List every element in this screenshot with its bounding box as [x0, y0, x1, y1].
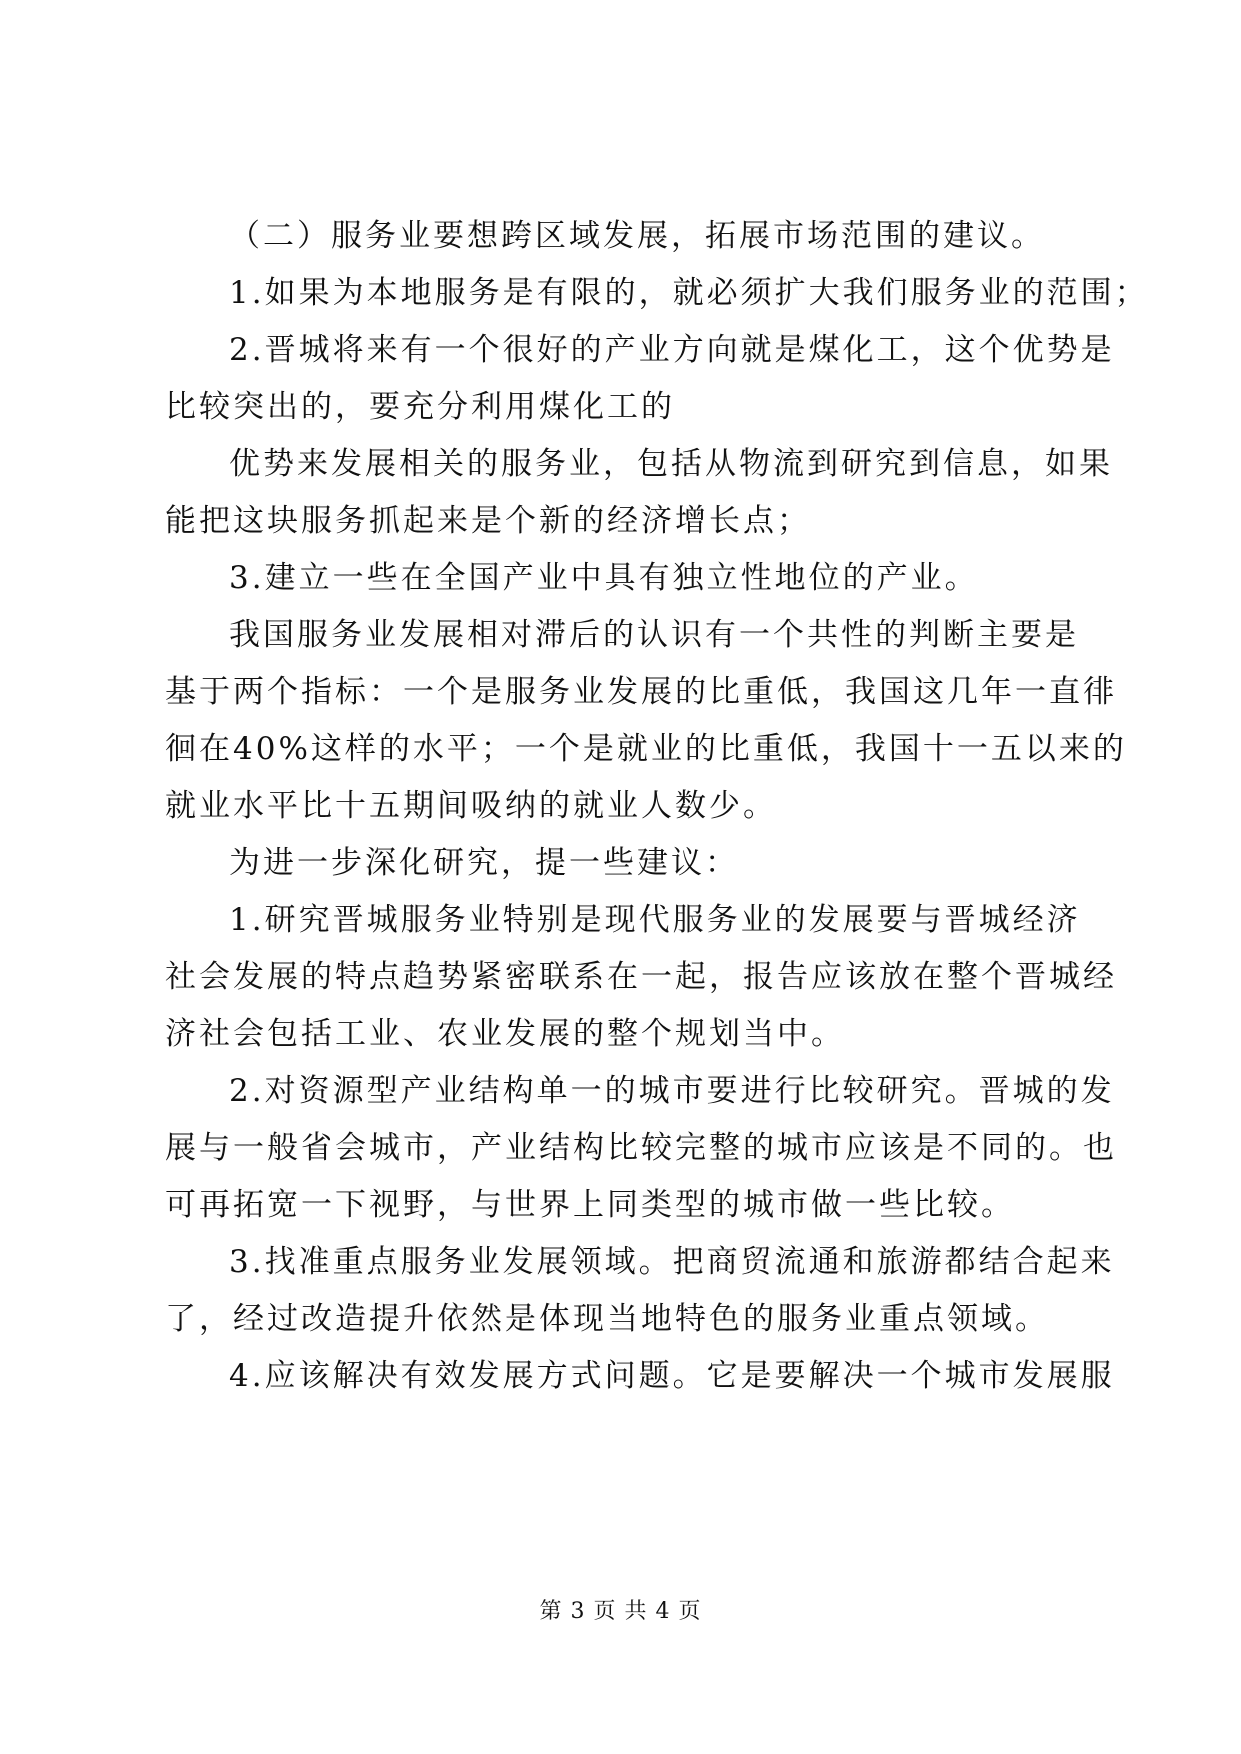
- paragraph-line: 1.研究晋城服务业特别是现代服务业的发展要与晋城经济: [229, 902, 1081, 938]
- paragraph-line: （二）服务业要想跨区域发展，拓展市场范围的建议。: [229, 218, 1045, 254]
- paragraph-line: 可再拓宽一下视野，与世界上同类型的城市做一些比较。: [165, 1187, 1015, 1223]
- paragraph-line: 2.对资源型产业结构单一的城市要进行比较研究。晋城的发: [229, 1073, 1115, 1109]
- paragraph-line: 1.如果为本地服务是有限的，就必须扩大我们服务业的范围；: [229, 275, 1149, 311]
- paragraph-line: 比较突出的，要充分利用煤化工的: [165, 389, 675, 425]
- paragraph-line: 就业水平比十五期间吸纳的就业人数少。: [165, 788, 777, 824]
- paragraph-line: 3.找准重点服务业发展领域。把商贸流通和旅游都结合起来: [229, 1244, 1115, 1280]
- paragraph-line: 展与一般省会城市，产业结构比较完整的城市应该是不同的。也: [165, 1130, 1117, 1166]
- paragraph-line: 了，经过改造提升依然是体现当地特色的服务业重点领域。: [165, 1301, 1049, 1337]
- page-number-footer: 第 3 页 共 4 页: [539, 1599, 702, 1624]
- paragraph-line: 社会发展的特点趋势紧密联系在一起，报告应该放在整个晋城经: [165, 959, 1117, 995]
- paragraph-line: 能把这块服务抓起来是个新的经济增长点；: [165, 503, 811, 539]
- paragraph-line: 3.建立一些在全国产业中具有独立性地位的产业。: [229, 560, 979, 596]
- paragraph-line: 为进一步深化研究，提一些建议：: [229, 845, 739, 881]
- paragraph-line: 2.晋城将来有一个很好的产业方向就是煤化工，这个优势是: [229, 332, 1115, 368]
- paragraph-line: 济社会包括工业、农业发展的整个规划当中。: [165, 1016, 845, 1052]
- paragraph-line: 优势来发展相关的服务业，包括从物流到研究到信息，如果: [229, 446, 1113, 482]
- paragraph-line: 4.应该解决有效发展方式问题。它是要解决一个城市发展服: [229, 1358, 1115, 1394]
- paragraph-line: 基于两个指标：一个是服务业发展的比重低，我国这几年一直徘: [165, 674, 1117, 710]
- paragraph-line: 我国服务业发展相对滞后的认识有一个共性的判断主要是: [229, 617, 1079, 653]
- paragraph-line: 徊在40%这样的水平；一个是就业的比重低，我国十一五以来的: [165, 731, 1127, 767]
- document-body: [165, 208, 1149, 1405]
